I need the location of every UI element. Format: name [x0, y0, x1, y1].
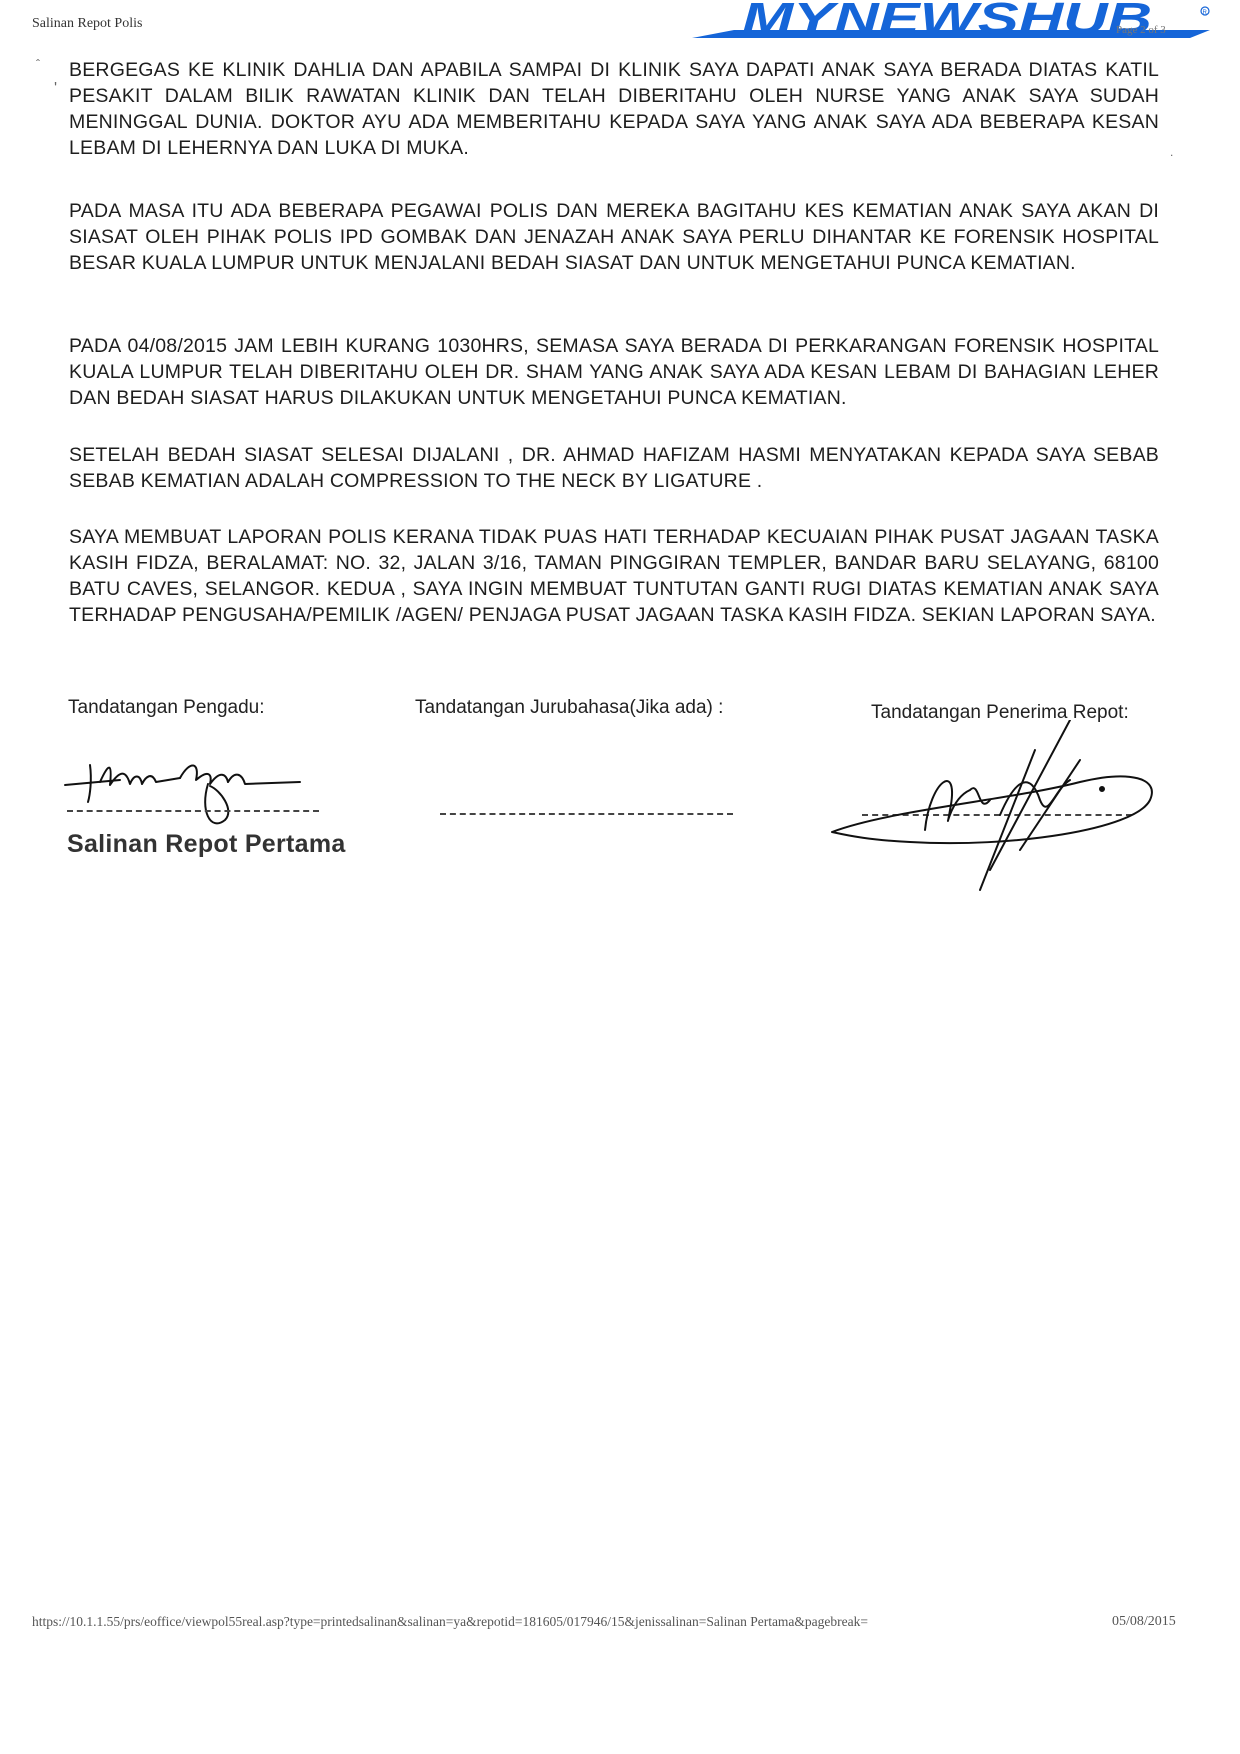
receiver-signature-label: Tandatangan Penerima Repot: — [871, 702, 1129, 723]
report-paragraph: BERGEGAS KE KLINIK DAHLIA DAN APABILA SAMPAI DI KLINIK SAYA DAPATI ANAK SAYA BERADA DIATAS KATIL PESAKIT DALAM BILIK RAWATAN KLINIK DAN TELAH DIBERITAHU OLEH NURSE YANG ANAK SAYA SUDAH MENINGGAL DUNIA. DOKTOR AYU ADA MEMBERITAHU KEPADA SAYA YANG ANAK SAYA ADA BEBERAPA KESAN LEBAM DI LEHERNYA DAN LUKA DI MUKA. — [69, 59, 1159, 159]
page-indicator: Page 2 of 3 — [1116, 24, 1166, 36]
document-header-title: Salinan Repot Polis — [32, 16, 143, 31]
report-paragraph: SETELAH BEDAH SIASAT SELESAI DIJALANI , DR. AHMAD HAFIZAM HASMI MENYATAKAN KEPADA SAYA SEBAB SEBAB KEMATIAN ADALAH COMPRESSION TO THE NECK BY LIGATURE . — [69, 444, 1159, 492]
report-paragraph: PADA 04/08/2015 JAM LEBIH KURANG 1030HRS, SEMASA SAYA BERADA DI PERKARANGAN FORENSIK HOSPITAL KUALA LUMPUR TELAH DIBERITAHU OLEH DR. SHAM YANG ANAK SAYA ADA KESAN LEBAM DI BAHAGIAN LEHER DAN BEDAH SIASAT HARUS DILAKUKAN UNTUK MENGETAHUI PUNCA KEMATIAN. — [69, 335, 1159, 409]
scan-mark: ˆ — [36, 57, 40, 71]
complainant-signature-label: Tandatangan Pengadu: — [68, 697, 265, 718]
report-paragraph: PADA MASA ITU ADA BEBERAPA PEGAWAI POLIS DAN MEREKA BAGITAHU KES KEMATIAN ANAK SAYA AKAN DI SIASAT OLEH PIHAK POLIS IPD GOMBAK DAN JENAZAH ANAK SAYA PERLU DIHANTAR KE FORENSIK HOSPITAL BESAR KUALA LUMPUR UNTUK MENJALANI BEDAH SIASAT DAN UNTUK MENGETAHUI PUNCA KEMATIAN. — [69, 200, 1159, 274]
svg-text:R: R — [1202, 10, 1207, 16]
svg-text:MYNEWSHUB: MYNEWSHUB — [742, 0, 1152, 42]
scan-mark: ' — [54, 80, 58, 97]
scan-mark: . — [1170, 145, 1174, 159]
complainant-signature — [60, 740, 310, 830]
copy-stamp: Salinan Repot Pertama — [67, 830, 346, 858]
footer-date: 05/08/2015 — [1112, 1614, 1176, 1629]
complainant-signature-line — [67, 810, 319, 812]
interpreter-signature-label: Tandatangan Jurubahasa(Jika ada) : — [415, 697, 724, 718]
receiver-signature — [830, 720, 1180, 905]
footer-url: https://10.1.1.55/prs/eoffice/viewpol55real.asp?type=printedsalinan&salinan=ya&repotid=181605/017946/15&jenissalinan=Salinan Pertama&pagebreak= — [32, 1614, 869, 1629]
report-paragraph: SAYA MEMBUAT LAPORAN POLIS KERANA TIDAK PUAS HATI TERHADAP KECUAIAN PIHAK PUSAT JAGAAN TASKA KASIH FIDZA, BERALAMAT: NO. 32, JALAN 3/16, TAMAN PINGGIRAN TEMPLER, BANDAR BARU SELAYANG, 68100 BATU CAVES, SELANGOR. KEDUA , SAYA INGIN MEMBUAT TUNTUTAN GANTI RUGI DIATAS KEMATIAN ANAK SAYA TERHADAP PENGUSAHA/PEMILIK /AGEN/ PENJAGA PUSAT JAGAAN TASKA KASIH FIDZA. SEKIAN LAPORAN SAYA. — [69, 526, 1159, 626]
interpreter-signature-line — [440, 813, 733, 815]
